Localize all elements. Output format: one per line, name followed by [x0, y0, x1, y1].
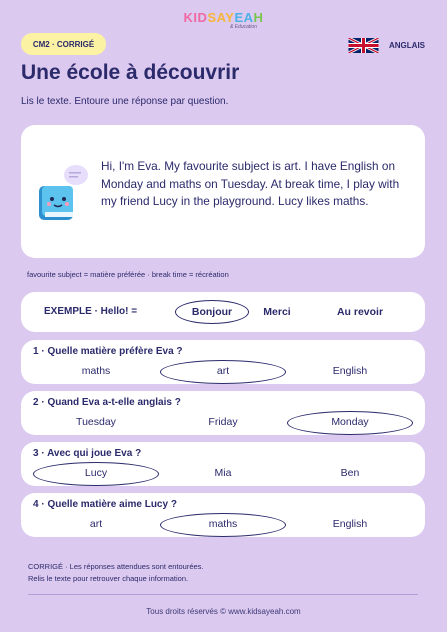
answer-key-note: CORRIGÉ · Les réponses attendues sont entourées.	[28, 562, 204, 571]
reading-text: Hi, I'm Eva. My favourite subject is art. I have English on Monday and maths on Tuesday. At break time, I play with my friend Lucy in the playground. Lucy likes maths.	[101, 159, 400, 209]
example-label: EXEMPLE · Hello! =	[44, 306, 138, 317]
question-label: 2 · Quand Eva a-t-elle anglais ?	[33, 397, 181, 408]
answer-option: English	[332, 518, 368, 530]
question-card	[21, 442, 425, 486]
example-option: Au revoir	[336, 306, 384, 318]
uk-flag-icon	[348, 38, 379, 53]
language-label: ANGLAIS	[389, 41, 425, 50]
question-label: 4 · Quelle matière aime Lucy ?	[33, 499, 177, 510]
page-title: Une école à découvrir	[21, 61, 240, 84]
answer-option: English	[332, 365, 368, 377]
question-card	[21, 493, 425, 537]
reread-note: Relis le texte pour retrouver chaque information.	[28, 574, 189, 583]
reading-card	[21, 125, 425, 258]
question-card	[21, 340, 425, 384]
answer-option: art	[216, 365, 230, 377]
question-card	[21, 391, 425, 435]
glossary: favourite subject = matière préférée · break time = récréation	[27, 270, 229, 279]
answer-option: Mia	[214, 467, 232, 479]
example-card	[21, 292, 425, 332]
example-option: Merci	[263, 306, 291, 318]
answer-option: art	[89, 518, 103, 530]
answer-option: Ben	[340, 467, 360, 479]
level-badge: CM2 · CORRIGÉ	[21, 33, 106, 55]
answer-option: Tuesday	[76, 416, 116, 428]
book-mascot-icon	[36, 162, 90, 222]
logo	[0, 9, 447, 30]
instruction: Lis le texte. Entoure une réponse par question.	[21, 96, 229, 107]
answer-option: Friday	[208, 416, 238, 428]
answer-option: maths	[208, 518, 238, 530]
logo-tagline: & Education	[230, 24, 257, 30]
answer-option: maths	[81, 365, 111, 377]
logo-wordmark: KIDSAYEAH	[183, 10, 264, 25]
answer-option: Lucy	[84, 467, 108, 479]
question-label: 3 · Avec qui joue Eva ?	[33, 448, 142, 459]
answer-option: Monday	[331, 416, 369, 428]
question-label: 1 · Quelle matière préfère Eva ?	[33, 346, 183, 357]
divider	[28, 594, 418, 595]
example-option: Bonjour	[191, 306, 233, 318]
footer: Tous droits réservés © www.kidsayeah.com	[146, 607, 301, 616]
